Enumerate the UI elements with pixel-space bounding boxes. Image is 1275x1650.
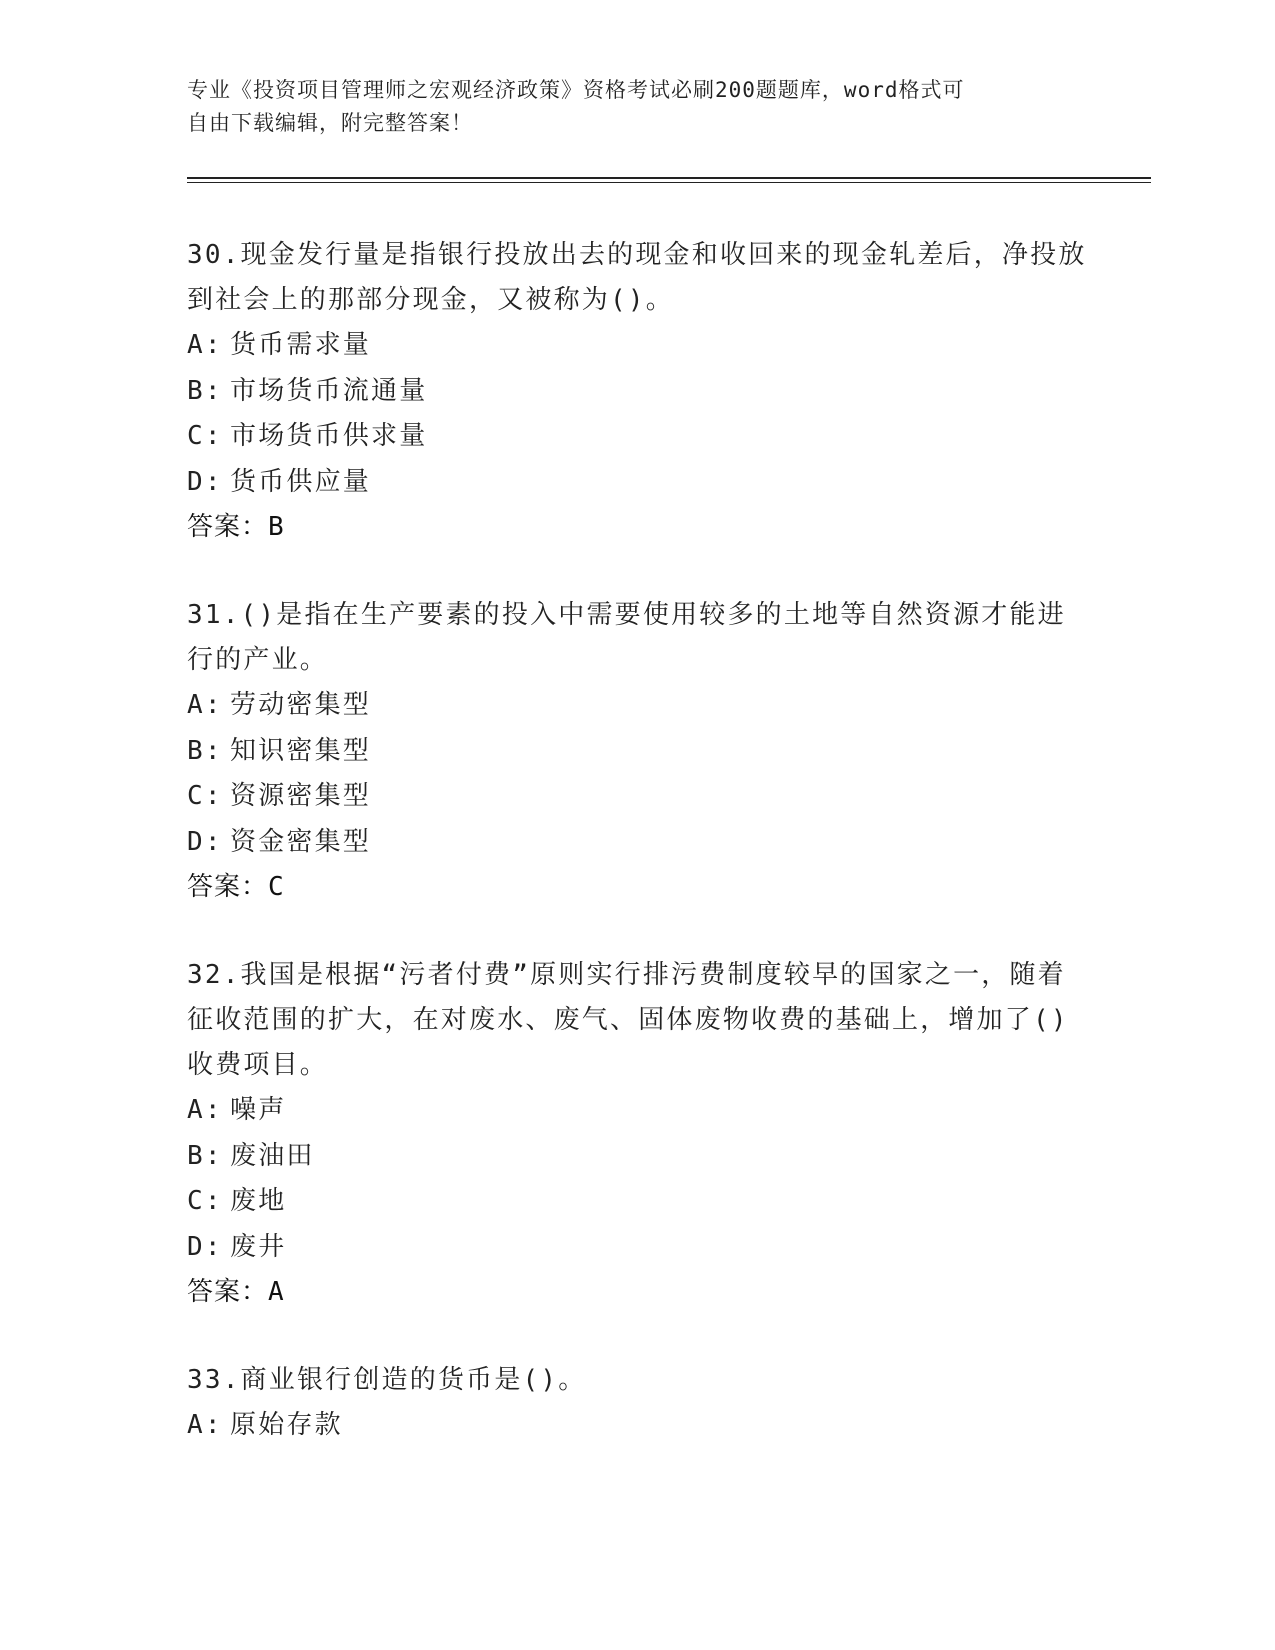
- option-b: [187, 369, 1087, 415]
- option-a: [187, 1403, 1087, 1449]
- option-key: D:: [187, 826, 223, 857]
- option-key: C:: [187, 421, 223, 451]
- option-key: A:: [187, 690, 223, 720]
- option-key: B:: [187, 375, 223, 406]
- option-key: A:: [187, 1095, 223, 1125]
- question-32: [187, 953, 1087, 1315]
- option-key: A:: [187, 330, 223, 360]
- option-text: 市场货币供求量: [230, 421, 428, 451]
- header-line-2: 自由下载编辑，附完整答案！: [187, 111, 473, 135]
- option-c: [187, 1179, 1087, 1225]
- option-c: [187, 414, 1087, 460]
- answer-line: [187, 1270, 1087, 1315]
- option-text: 知识密集型: [230, 735, 372, 766]
- answer-line: [187, 865, 1087, 910]
- option-text: 废地: [230, 1186, 287, 1216]
- option-d: [187, 820, 1087, 866]
- header-divider-thick: [187, 177, 1151, 179]
- question-30: [187, 233, 1087, 550]
- option-key: D:: [187, 1231, 223, 1262]
- option-key: C:: [187, 781, 223, 811]
- option-key: B:: [187, 735, 223, 766]
- answer-value: C: [268, 872, 285, 902]
- document-header: [187, 74, 1067, 140]
- option-text: 噪声: [230, 1095, 287, 1125]
- option-d: [187, 1225, 1087, 1271]
- answer-label: 答案：: [187, 1277, 269, 1307]
- option-key: D:: [187, 466, 223, 497]
- question-31: [187, 593, 1087, 910]
- option-c: [187, 774, 1087, 820]
- option-key: A:: [187, 1410, 223, 1440]
- option-key: B:: [187, 1140, 223, 1171]
- answer-line: [187, 505, 1087, 550]
- option-b: [187, 729, 1087, 775]
- answer-value: B: [268, 512, 285, 542]
- header-divider-thin: [187, 182, 1151, 183]
- option-text: 市场货币流通量: [230, 375, 428, 406]
- header-line-1: 专业《投资项目管理师之宏观经济政策》资格考试必刷200题题库，word格式可: [187, 78, 965, 102]
- answer-value: A: [268, 1277, 285, 1307]
- question-33: [187, 1358, 1087, 1449]
- question-stem: 30.现金发行量是指银行投放出去的现金和收回来的现金轧差后，净投放到社会上的那部分现金，又被称为()。: [187, 240, 1087, 315]
- option-a: [187, 1088, 1087, 1134]
- option-text: 资金密集型: [230, 826, 372, 857]
- question-stem: 33.商业银行创造的货币是()。: [187, 1365, 587, 1395]
- question-list: [187, 233, 1087, 1492]
- option-text: 废井: [230, 1231, 287, 1262]
- option-text: 货币需求量: [230, 330, 372, 360]
- option-d: [187, 460, 1087, 506]
- question-stem: 31.()是指在生产要素的投入中需要使用较多的土地等自然资源才能进行的产业。: [187, 600, 1066, 675]
- option-a: [187, 683, 1087, 729]
- option-text: 资源密集型: [230, 781, 372, 811]
- option-text: 货币供应量: [230, 466, 372, 497]
- question-stem: 32.我国是根据“污者付费”原则实行排污费制度较早的国家之一，随着征收范围的扩大，在对废水、废气、固体废物收费的基础上，增加了()收费项目。: [187, 960, 1069, 1080]
- answer-label: 答案：: [187, 512, 269, 542]
- option-b: [187, 1134, 1087, 1180]
- option-text: 原始存款: [230, 1410, 343, 1440]
- option-a: [187, 323, 1087, 369]
- option-key: C:: [187, 1186, 223, 1216]
- option-text: 废油田: [230, 1140, 315, 1171]
- answer-label: 答案：: [187, 872, 269, 902]
- option-text: 劳动密集型: [230, 690, 372, 720]
